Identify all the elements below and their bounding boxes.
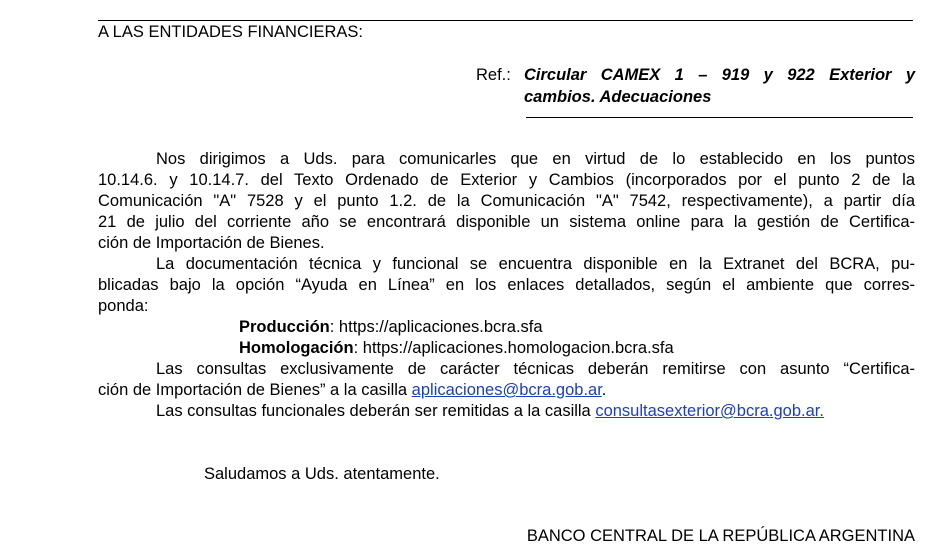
homologation-label: Homologación [239,339,354,357]
reference-underline [526,117,913,118]
paragraph-3-line-2: ción de Importación de Bienes” a la casilla aplicaciones@bcra.gob.ar. [98,381,607,399]
paragraph-2-line-2: blicadas bajo la opción “Ayuda en Línea” en los enlaces detallados, según el ambiente que corres- [98,276,915,294]
addressee-heading: A LAS ENTIDADES FINANCIERAS: [98,23,363,41]
paragraph-1-line-4: 21 de julio del corriente año se encontrará disponible un sistema online para la gestión de Certifica- [98,213,915,231]
production-entry [239,317,543,338]
reference-line-1: Circular CAMEX 1 – 919 y 922 Exterior y [524,66,915,84]
paragraph-1-line-1: Nos dirigimos a Uds. para comunicarles que en virtud de lo establecido en los puntos [156,150,915,168]
paragraph-2 [98,254,915,317]
homologation-entry [239,338,674,359]
functional-support-email-link[interactable]: consultasexterior@bcra.gob.ar. [595,402,824,420]
paragraph-1-line-3: Comunicación "A" 7528 y el punto 1.2. de la Comunicación "A" 7542, respectivamente), a partir día [98,192,915,210]
paragraph-2-line-1: La documentación técnica y funcional se encuentra disponible en la Extranet del BCRA, pu- [156,255,915,273]
reference-line-2: cambios. Adecuaciones [524,88,712,106]
signature-institution: BANCO CENTRAL DE LA REPÚBLICA ARGENTINA [526,527,915,545]
homologation-url: : https://aplicaciones.homologacion.bcra.sfa [353,339,674,357]
paragraph-3 [98,359,915,401]
paragraph-1 [98,149,915,254]
paragraph-4-line-1: Las consultas funcionales deberán ser remitidas a la casilla consultasexterior@bcra.gob.ar. [156,402,824,420]
production-url: : https://aplicaciones.bcra.sfa [329,318,543,336]
top-rule [98,20,913,21]
technical-support-email-link[interactable]: aplicaciones@bcra.gob.ar [411,381,602,399]
paragraph-4 [98,401,915,422]
paragraph-3-line-1: Las consultas exclusivamente de carácter técnicas deberán remitirse con asunto “Certifica- [156,360,915,378]
paragraph-1-line-2: 10.14.6. y 10.14.7. del Texto Ordenado de Exterior y Cambios (incorporados por el punto 2 de la [98,171,915,189]
paragraph-1-line-5: ción de Importación de Bienes. [98,234,325,252]
paragraph-2-line-3: ponda: [98,297,149,315]
closing-greeting: Saludamos a Uds. atentamente. [204,465,440,483]
reference-label: Ref.: [476,66,511,84]
production-label: Producción [239,318,330,336]
